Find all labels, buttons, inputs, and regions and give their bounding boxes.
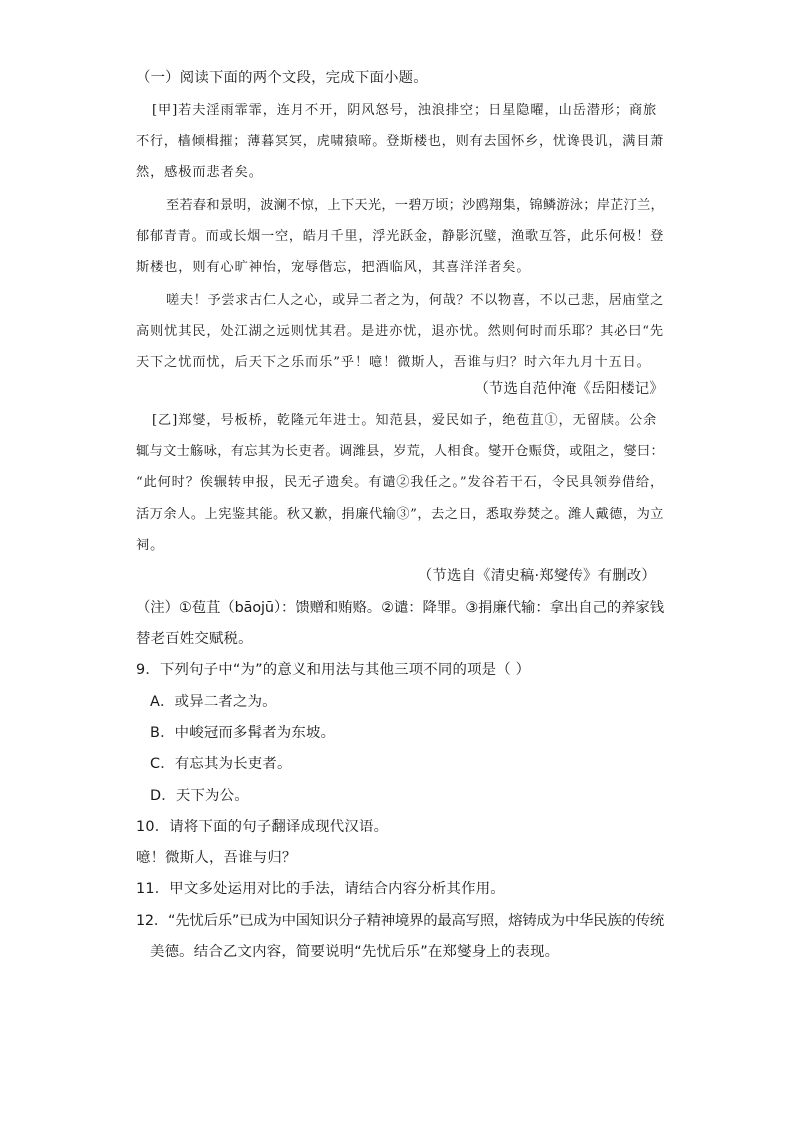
question-9-option-c: C．有忘其为长吏者。 [150,756,292,772]
reading-instruction: （一）阅读下面的两个文段，完成下面小题。 [136,70,428,86]
passage-jia-line-6: 斯楼也，则有心旷神怡，宠辱偕忘，把酒临风，其喜洋洋者矣。 [136,260,531,275]
question-9-option-d: D．天下为公。 [150,788,249,804]
passage-yi-line-2: 辄与文士觞咏，有忘其为长吏者。调潍县，岁荒，人相食。燮开仓赈贷，或阻之，燮曰： [136,444,664,459]
question-9-stem: 9．下列句子中“为”的意义和用法与其他三项不同的项是（ ） [136,662,531,678]
passage-jia-source: （节选自范仲淹《岳阳楼记》 [474,381,664,397]
passage-jia-line-5: 郁郁青青。而或长烟一空，皓月千里，浮光跃金，静影沉璧，渔歌互答，此乐何极！登 [136,229,664,244]
question-9-option-b: B．中峻冠而多髯者为东坡。 [150,725,336,741]
passage-jia-line-3: 然，感极而悲者矣。 [136,165,263,180]
passage-jia-line-2: 不行，樯倾楫摧；薄暮冥冥，虎啸猿啼。登斯楼也，则有去国怀乡，忧谗畏讥，满目萧 [136,134,664,149]
passage-jia-line-7: 嗟夫！予尝求古仁人之心，或异二者之为，何哉？不以物喜，不以己悲，居庙堂之 [166,293,664,308]
passage-yi-line-1: [乙]郑燮，号板桥，乾隆元年进士。知范县，爱民如子，绝苞苴①，无留牍。公余 [152,413,658,428]
question-10-stem: 10．请将下面的句子翻译成现代汉语。 [136,819,389,835]
passage-yi-source: （节选自《清史稿·郑燮传》有删改） [417,568,656,584]
question-9-option-a: A．或异二者之为。 [150,694,277,710]
notes-line-2: 替老百姓交赋税。 [136,631,253,647]
question-10-sentence: 噫！微斯人，吾谁与归？ [136,850,297,866]
passage-jia-line-1: [甲]若夫淫雨霏霏，连月不开，阴风怒号，浊浪排空；日星隐曜，山岳潜形；商旅 [152,103,658,118]
passage-jia-line-8: 高则忧其民，处江湖之远则忧其君。是进亦忧，退亦忧。然则何时而乐耶？其必曰“先 [136,324,664,339]
question-12-line-2: 美德。结合乙文内容，简要说明“先忧后乐”在郑燮身上的表现。 [150,944,560,960]
question-12-line-1: 12．“先忧后乐”已成为中国知识分子精神境界的最高写照，熔铸成为中华民族的传统 [136,913,664,929]
passage-jia-line-4: 至若春和景明，波澜不惊，上下天光，一碧万顷；沙鸥翔集，锦鳞游泳；岸芷汀兰， [166,198,664,213]
passage-yi-line-3: “此何时？俟辗转申报，民无孑遗矣。有谴②我任之。”发谷若干石，令民具领券借给， [136,475,664,490]
passage-yi-line-5: 祠。 [136,538,165,553]
question-11-stem: 11．甲文多处运用对比的手法，请结合内容分析其作用。 [136,881,505,897]
passage-yi-line-4: 活万余人。上宪鉴其能。秋又歉，捐廉代输③”，去之日，悉取券焚之。潍人戴德，为立 [136,507,664,522]
notes-line-1: （注）①苞苴（bāojū）：馈赠和贿赂。②谴：降罪。③捐廉代输：拿出自己的养家钱 [136,600,664,616]
passage-jia-line-9: 天下之忧而忧，后天下之乐而乐”乎！噫！微斯人，吾谁与归？时六年九月十五日。 [136,355,651,370]
